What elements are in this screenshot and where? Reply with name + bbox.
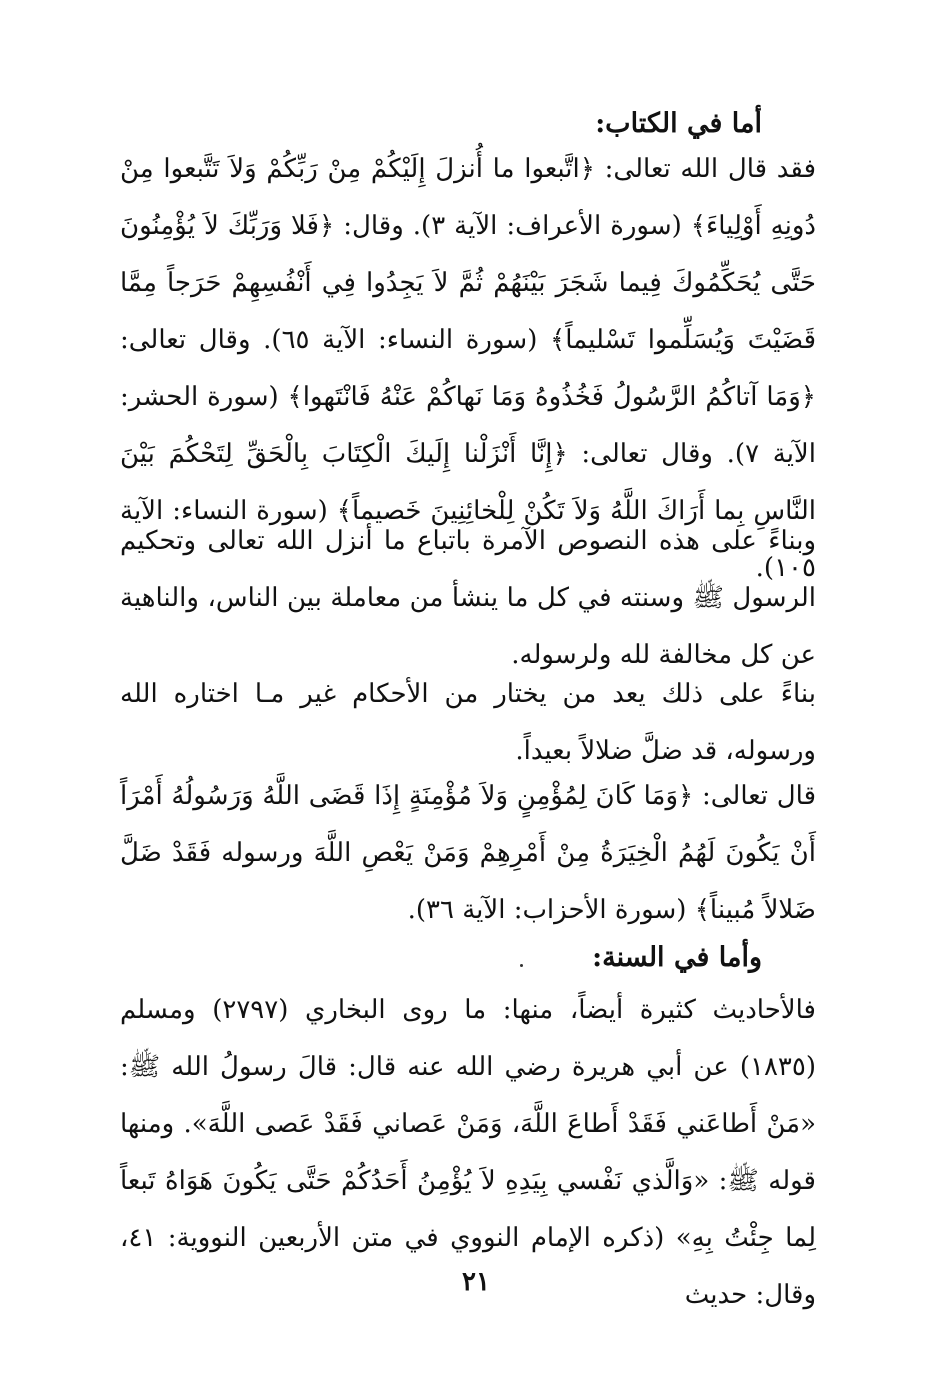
scan-speck (520, 964, 523, 967)
paragraph-judgment (120, 666, 816, 780)
paragraph-text: فقد قال الله تعالى: ﴿اتَّبعوا ما أُنزلَ إِلَيْكُمْ مِنْ رَبِّكُمْ وَلاَ تَتَّبعوا مِنْ دُونِهِ أَوْلِياءَ﴾ (سورة الأعراف: الآية ٣). وقال: ﴿فَلا وَرَبِّكَ لاَ يُؤْمِنُونَ حَتَّى يُحَكِّمُوكَ فِيما شَجَرَ بَيْنَهُمْ ثُمَّ لاَ يَجِدُوا فِي أَنْفُسِهِمْ حَرَجاً مِمَّا قَضَيْتَ وَيُسَلِّموا تَسْليماً﴾ (سورة النساء: الآية ٦٥). وقال تعالى: ﴿وَمَا آتاكُمُ الرَّسُولُ فَخُذُوهُ وَمَا نَهاكُمْ عَنْهُ فَانْتَهوا﴾ (سورة الحشر: الآية ٧). وقال تعالى: ﴿إِنَّا أَنْزَلْنا إِلَيكَ الْكِتَابَ بِالْحَقِّ لِتَحْكُمَ بَيْنَ النَّاسِ بِما أَرَاكَ اللَّهُ وَلاَ تَكُنْ لِلْخائِنِينَ خَصيماً﴾ (سورة النساء: الآية ١٠٥). (120, 154, 816, 583)
page-number: ٢١ (462, 1267, 490, 1297)
section-heading-sunnah: وأما في السنة: (592, 942, 762, 973)
paragraph-text: قال تعالى: ﴿وَمَا كَانَ لِمُؤْمِنٍ وَلاَ مُؤْمِنَةٍ إِذَا قَضَى اللَّهُ وَرَسُولُهُ أَمْرَاً أَنْ يَكُونَ لَهُمُ الْخِيَرَةُ مِنْ أَمْرِهِمْ وَمَنْ يَعْصِ اللَّهَ ورسوله فَقَدْ ضَلَّ ضَلالاً مُبيناً﴾ (سورة الأحزاب: الآية ٣٦). (120, 781, 816, 925)
paragraph-text: بناءً على ذلك يعد من يختار من الأحكام غير مـا اختاره الله ورسوله، قد ضلَّ ضلالاً بعيداً. (120, 679, 816, 766)
paragraph-ahzab-verse (120, 768, 816, 939)
paragraph-text: وبناءً على هذه النصوص الآمرة باتباع ما أنزل الله تعالى وتحكيم الرسول ﷺ وسنته في كل ما ينشأ من معاملة بين الناس، والناهية عن كل مخالفة لله ولرسوله. (120, 526, 816, 670)
section-heading-book: أما في الكتاب: (595, 108, 762, 139)
paragraph-texts-conclusion (120, 513, 816, 684)
paragraph-text: فالأحاديث كثيرة أيضاً، منها: ما روى البخاري (٢٧٩٧) ومسلم (١٨٣٥) عن أبي هريرة رضي الله عنه قال: قالَ رسولُ الله ﷺ: «مَنْ أَطاعَني فَقَدْ أَطاعَ اللَّهَ، وَمَنْ عَصاني فَقَدْ عَصى اللَّهَ». ومنها قوله ﷺ: «وَالَّذي نَفْسي بِيَدِهِ لاَ يُؤْمِنُ أَحَدُكُمْ حَتَّى يَكُونَ هَوَاهُ تَبعاً لِما جِئْتُ بِهِ» (ذكره الإمام النووي في متن الأربعين النووية: ٤١، وقال: حديث (120, 995, 816, 1310)
